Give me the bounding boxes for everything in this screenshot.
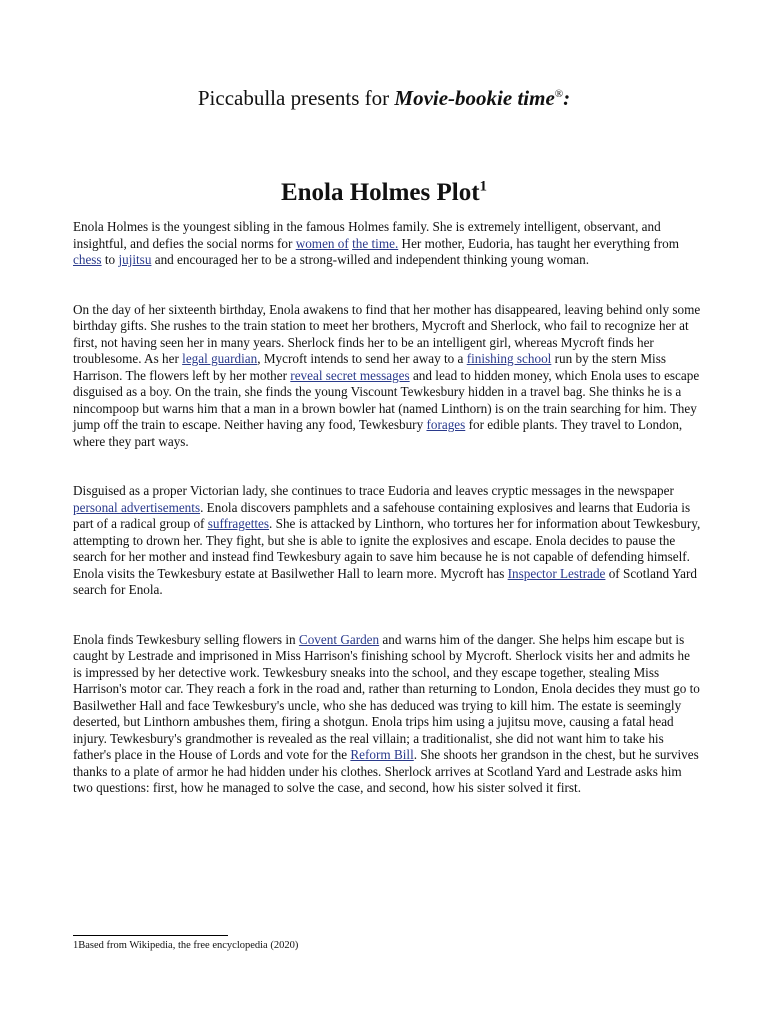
presents-colon: : [563, 86, 571, 110]
link-forages[interactable]: forages [426, 417, 466, 432]
paragraph-intro [73, 219, 701, 269]
link-reform-bill[interactable]: Reform Bill [350, 747, 414, 762]
text-run: On the day of her sixteenth birthday, Enola awakens to find that her mother has disappeared, leaving behind only some birthday gifts. She rushes to the train station to meet her brothers, Mycroft and Sherlock, who fail to recognize her at first, not having seen her in many years. Sherlock finds her to be an intelligent girl, whereas Mycroft finds her troublesome. As her [73, 301, 701, 366]
text-run: . She shoots her grandson in the chest, but he survives thanks to a plate of armor he had hidden under his clothes. Sherlock arrives at Scotland Yard and Lestrade asks him two questions: first, how he managed to solve the case, and second, how his sister solved it first. [73, 747, 699, 795]
link-the-time[interactable]: the time. [352, 235, 399, 251]
text-run: to [101, 252, 119, 267]
text-run: Enola Holmes is the youngest sibling in the famous Holmes family. She is extremely intelligent, observant, and insightful, and defies the social norms for [73, 219, 661, 251]
brand-name: Movie-bookie time [394, 86, 555, 110]
link-finishing-school[interactable]: finishing school [466, 351, 552, 366]
text-run: of Scotland Yard search for Enola. [73, 565, 697, 597]
presents-line [0, 86, 768, 110]
text-run: Disguised as a proper Victorian lady, she continues to trace Eudoria and leaves cryptic messages in the newspaper [73, 483, 674, 498]
text-run: Her mother, Eudoria, has taught her everything from [398, 235, 679, 251]
link-women-of[interactable]: women of [295, 235, 349, 251]
footnote-divider [73, 935, 228, 936]
presents-prefix: Piccabulla presents for [197, 86, 395, 110]
registered-mark: ® [554, 88, 564, 100]
text-run: . She is attacked by Linthorn, who tortures her for information about Tewkesbury, attempting to drown her. They fight, but she is able to ignite the explosives and escape. Enola decides to pause the search for her mother and instead find Tewkesbury again to save him because he is not capable of defending himself. Enola visits the Tewkesbury estate at Basilwether Hall to learn more. Mycroft has [73, 516, 701, 581]
link-inspector-lestrade[interactable]: Inspector Lestrade [507, 565, 606, 581]
text-run: and lead to hidden money, which Enola uses to escape disguised as a boy. On the train, she finds the young Viscount Tewkesbury hidden in a travel bag. She thinks he is a nincompoop but warns him that a man in a brown bowler hat (named Linthorn) is on the train searching for him. They jump off the train to escape. Neither having any food, Tewkesbury [73, 367, 700, 432]
text-run: for edible plants. They travel to London, where they part ways. [73, 417, 683, 449]
link-personal-advertisements[interactable]: personal advertisements [73, 499, 201, 515]
link-chess[interactable]: chess [73, 252, 102, 267]
link-jujitsu[interactable]: jujitsu [118, 252, 152, 267]
title-footnote-mark: 1 [479, 178, 488, 195]
footnote-text: 1Based from Wikipedia, the free encyclopedia (2020) [73, 940, 299, 951]
paragraph-ending [73, 632, 701, 797]
paragraph-birthday [73, 302, 701, 451]
text-run: run by the stern Miss Harrison. The flowers left by her mother [73, 351, 666, 383]
link-suffragettes[interactable]: suffragettes [207, 516, 270, 531]
link-legal-guardian[interactable]: legal guardian [182, 351, 258, 366]
title-text: Enola Holmes Plot [280, 179, 480, 206]
text-run: . Enola discovers pamphlets and a safehouse containing explosives and learns that Eudoria is part of a radical group of [73, 499, 691, 531]
text-run: Enola finds Tewkesbury selling flowers in [73, 631, 299, 647]
link-covent-garden[interactable]: Covent Garden [298, 631, 380, 647]
text-run: and warns him of the danger. She helps him escape but is caught by Lestrade and imprisoned in Miss Harrison's finishing school by Mycroft. Sherlock visits her and admits he is impressed by her detective work. Tewkesbury sneaks into the school, and they escape together, stealing Miss Harrison's motor car. They reach a fork in the road and, rather than returning to London, Enola decides they must go to Basilwether Hall and face Tewkesbury's uncle, who she has deduced was trying to kill him. The estate is seemingly deserted, but Linthorn ambushes them, firing a shotgun. Enola trips him using a jujitsu move, causing a fatal head injury. Tewkesbury's grandmother is revealed as the real villain; a traditionalist, she did not want him to take his father's place in the House of Lords and vote for the [73, 631, 700, 762]
paragraph-disguise [73, 483, 701, 599]
text-run: and encouraged her to be a strong-willed and independent thinking young woman. [151, 252, 590, 267]
page-title [0, 178, 768, 208]
text-run: , Mycroft intends to send her away to a [257, 351, 467, 366]
link-reveal-secret-messages[interactable]: reveal secret messages [290, 367, 410, 383]
plot-body [73, 219, 701, 830]
